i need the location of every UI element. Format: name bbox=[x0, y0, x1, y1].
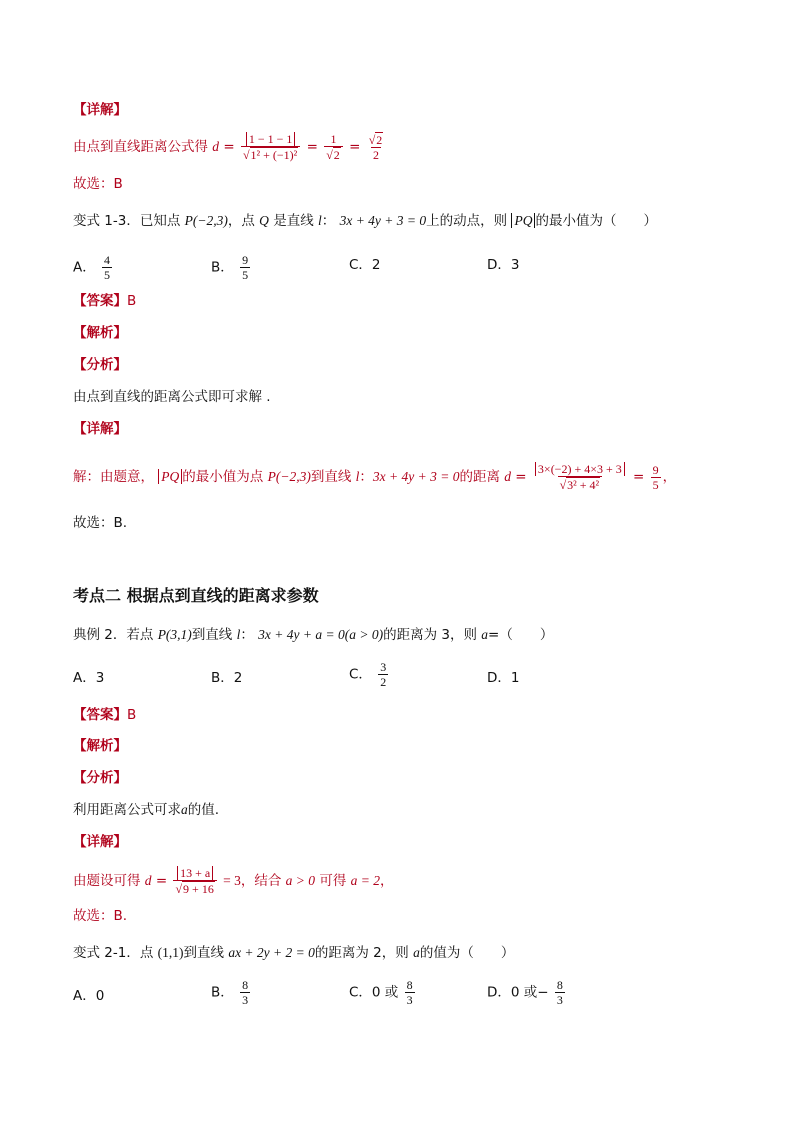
line-equation: ax + 2y + 2 = 0 bbox=[228, 945, 315, 960]
option-A: A．0 bbox=[73, 988, 105, 1004]
sqrt: 2 bbox=[333, 148, 340, 162]
text: 的最小值为（ ） bbox=[535, 213, 657, 229]
text: ： bbox=[321, 213, 336, 229]
text: ，结合 bbox=[240, 873, 282, 889]
abs-PQ: PQ bbox=[511, 213, 535, 228]
var-a: a bbox=[481, 627, 489, 642]
detail-label-2: 【详解】 bbox=[73, 421, 127, 437]
fraction-num: 4 bbox=[104, 253, 111, 267]
option-label: C．0 或 bbox=[349, 984, 399, 1001]
point: (1,1) bbox=[157, 945, 184, 960]
text: 上的动点，则 bbox=[426, 213, 508, 229]
var-a: a bbox=[413, 945, 420, 960]
fraction-num: 8 bbox=[556, 978, 563, 992]
option-C: C．2 bbox=[349, 257, 381, 273]
question-example-2 bbox=[73, 625, 553, 645]
fraction-root2-over-2 bbox=[367, 132, 386, 162]
question-variant-1-3 bbox=[73, 211, 657, 231]
equals-sign: = bbox=[223, 139, 235, 155]
option-fraction bbox=[405, 978, 415, 1007]
condition: (a > 0) bbox=[344, 627, 384, 642]
text: 到直线 bbox=[183, 945, 225, 961]
analyze-label: 【分析】 bbox=[73, 770, 127, 786]
text: =（ ） bbox=[488, 627, 554, 643]
option-A bbox=[73, 253, 114, 282]
text: ： bbox=[359, 469, 373, 485]
fraction-den: 3 bbox=[406, 993, 413, 1007]
line-l: l bbox=[318, 213, 322, 228]
point-P: P(−2,3) bbox=[184, 213, 228, 228]
option-fraction bbox=[102, 253, 112, 282]
fraction-den: 5 bbox=[242, 268, 249, 282]
fraction-den: 2 bbox=[372, 148, 379, 162]
text: 利用距离公式可求 bbox=[73, 802, 181, 818]
result: a = 2 bbox=[350, 873, 381, 888]
option-fraction bbox=[555, 978, 565, 1007]
fraction-result bbox=[651, 463, 661, 492]
option-label: B． bbox=[211, 984, 234, 1001]
text: 可得 bbox=[319, 873, 347, 889]
text: 的距离为 3，则 bbox=[383, 627, 477, 643]
option-D: D．3 bbox=[487, 257, 520, 273]
detail-label-3: 【详解】 bbox=[73, 834, 127, 850]
fraction-distance-1 bbox=[241, 132, 300, 162]
option-C bbox=[349, 978, 417, 1007]
text: 解：由题意， bbox=[73, 469, 154, 485]
fraction-num: 9 bbox=[652, 462, 659, 477]
answer-line-1-3 bbox=[73, 291, 136, 311]
option-fraction bbox=[240, 253, 250, 282]
sqrt-denominator: 1² + (−1)² bbox=[250, 148, 298, 162]
line-equation: 3x + 4y + a = 0 bbox=[258, 627, 345, 642]
condition: a > 0 bbox=[285, 873, 316, 888]
distance-formula-line-1 bbox=[73, 132, 387, 162]
fraction-den: 5 bbox=[652, 477, 659, 492]
text: 由题设可得 bbox=[73, 873, 141, 889]
point-P: P(3,1) bbox=[157, 627, 192, 642]
solution-line-ex2: 由题设可得 d = 13 + a √ 9 + 16 = 3，结合 a > 0 可得 a = 2， bbox=[73, 866, 394, 896]
text: ，点 bbox=[227, 213, 255, 229]
fraction-distance-3 bbox=[173, 866, 216, 896]
fraction-num: 8 bbox=[406, 978, 413, 992]
option-B bbox=[211, 253, 252, 282]
point-Q: Q bbox=[259, 213, 269, 228]
fraction-num: 3 bbox=[380, 660, 387, 674]
text: 到直线 bbox=[310, 469, 352, 485]
equals-sign: = bbox=[306, 139, 318, 155]
option-label: A． bbox=[73, 259, 96, 276]
answer-label: 【答案】 bbox=[73, 293, 127, 309]
option-fraction bbox=[240, 978, 250, 1007]
question-prefix: 典例 2．若点 bbox=[73, 627, 154, 643]
abs-numerator: 1 − 1 − 1 bbox=[246, 132, 296, 146]
point-P: P(−2,3) bbox=[267, 469, 311, 484]
answer-label: 【答案】 bbox=[73, 707, 127, 723]
text: 的值. bbox=[187, 802, 220, 818]
option-label: B． bbox=[211, 259, 234, 276]
line-equation: 3x + 4y + 3 = 0 bbox=[372, 469, 460, 484]
section-title: 考点二 根据点到直线的距离求参数 bbox=[73, 586, 319, 605]
choice-line-1: 故选：B bbox=[73, 176, 123, 192]
option-fraction bbox=[378, 660, 388, 689]
analysis-text bbox=[73, 800, 219, 820]
var-a: a bbox=[181, 802, 188, 817]
fraction-num: 8 bbox=[242, 978, 249, 992]
option-label: C． bbox=[349, 666, 372, 683]
equals-three: = 3 bbox=[223, 873, 241, 888]
choice-line-3: 故选：B. bbox=[73, 908, 128, 924]
text: ， bbox=[662, 469, 677, 485]
line-l: l bbox=[355, 469, 360, 484]
text: 到直线 bbox=[191, 627, 233, 643]
answer-value: B bbox=[127, 293, 137, 309]
sqrt: 2 bbox=[376, 133, 383, 147]
var-d: d bbox=[504, 469, 512, 484]
solution-line-1-3: 解：由题意， PQ 的最小值为点 P(−2,3)到直线 l：3x + 4y + 3 = 0的距离 d = 3×(−2) + 4×3 + 3 √ 3² + 4² = $\frac{9}{5}$ ， bbox=[73, 462, 676, 492]
sqrt-denominator: 9 + 16 bbox=[183, 882, 214, 896]
fraction-one-over-root2 bbox=[324, 132, 343, 162]
option-D bbox=[487, 978, 567, 1007]
analysis-label: 【解析】 bbox=[73, 738, 127, 754]
choice-line-2: 故选：B. bbox=[73, 515, 128, 531]
option-label: D．0 或− bbox=[487, 984, 549, 1001]
equals-sign: = bbox=[349, 139, 361, 155]
var-d: d bbox=[212, 139, 220, 154]
var-d: d bbox=[144, 873, 152, 888]
option-D: D．1 bbox=[487, 670, 520, 686]
fraction-num: 9 bbox=[242, 253, 249, 267]
text: 是直线 bbox=[273, 213, 314, 229]
text: 的距离为 2，则 bbox=[314, 945, 409, 961]
detail-label-1: 【详解】 bbox=[73, 102, 127, 118]
question-prefix: 变式 2-1．点 bbox=[73, 945, 154, 961]
fraction-distance-2 bbox=[533, 462, 627, 492]
text: ， bbox=[380, 873, 394, 889]
text: ： bbox=[240, 627, 254, 643]
abs-numerator: 13 + a bbox=[177, 866, 213, 880]
fraction-den: 2 bbox=[380, 675, 387, 689]
answer-value: B bbox=[127, 707, 137, 723]
fraction-den: 3 bbox=[242, 993, 249, 1007]
text: 的最小值为点 bbox=[182, 469, 264, 485]
fraction-den: 3 bbox=[556, 993, 563, 1007]
answer-line-ex2 bbox=[73, 705, 136, 725]
sqrt-denominator: 3² + 4² bbox=[567, 478, 600, 492]
analyze-label: 【分析】 bbox=[73, 357, 127, 373]
analysis-label: 【解析】 bbox=[73, 325, 127, 341]
abs-PQ: PQ bbox=[158, 469, 182, 484]
line-l: l bbox=[236, 627, 241, 642]
option-A: A．3 bbox=[73, 670, 105, 686]
question-variant-2-1 bbox=[73, 943, 514, 963]
text: 的距离 bbox=[459, 469, 500, 485]
fraction-den: 5 bbox=[104, 268, 111, 282]
analysis-text: 由点到直线的距离公式即可求解 . bbox=[73, 389, 271, 405]
abs-numerator: 3×(−2) + 4×3 + 3 bbox=[535, 462, 625, 476]
text: 的值为（ ） bbox=[419, 945, 515, 961]
line-equation: 3x + 4y + 3 = 0 bbox=[339, 213, 427, 228]
formula-intro: 由点到直线距离公式得 bbox=[73, 139, 208, 155]
option-B bbox=[211, 978, 252, 1007]
fraction-num: 1 bbox=[330, 132, 337, 146]
option-C bbox=[349, 660, 390, 689]
question-prefix: 变式 1-3．已知点 bbox=[73, 213, 181, 229]
option-B: B．2 bbox=[211, 670, 243, 686]
